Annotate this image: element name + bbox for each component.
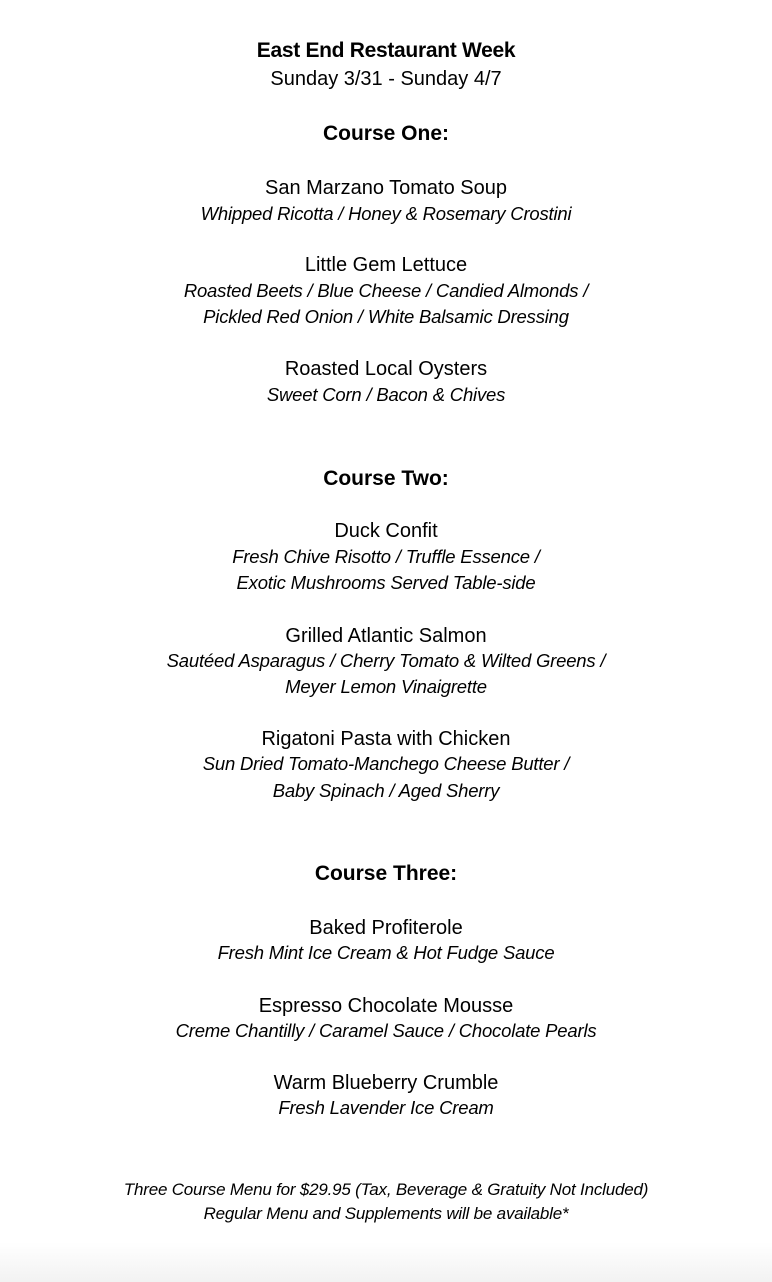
dish-description: Fresh Lavender Ice Cream <box>278 1097 494 1118</box>
dish-name: Espresso Chocolate Mousse <box>258 995 514 1017</box>
dish-description: Creme Chantilly / Caramel Sauce / Chocolate Pearls <box>175 1020 597 1041</box>
menu-dates: Sunday 3/31 - Sunday 4/7 <box>270 68 502 90</box>
dish-name: Duck Confit <box>334 520 438 542</box>
course-two-heading: Course Two: <box>323 467 449 490</box>
dish-name: Warm Blueberry Crumble <box>273 1072 499 1094</box>
dish-name: Baked Profiterole <box>309 917 463 939</box>
dish-name: Little Gem Lettuce <box>304 254 468 276</box>
regular-menu-note: Regular Menu and Supplements will be available* <box>203 1204 569 1223</box>
price-note: Three Course Menu for $29.95 (Tax, Beverage & Gratuity Not Included) <box>123 1180 649 1199</box>
dish-description: Whipped Ricotta / Honey & Rosemary Crostini <box>200 203 572 224</box>
course-one-heading: Course One: <box>322 122 450 145</box>
dish-description: Pickled Red Onion / White Balsamic Dressing <box>203 306 569 327</box>
dish-name: Grilled Atlantic Salmon <box>285 625 487 647</box>
dish-description: Sweet Corn / Bacon & Chives <box>266 384 506 405</box>
dish-name: Roasted Local Oysters <box>284 358 488 380</box>
dish-name: San Marzano Tomato Soup <box>264 177 507 199</box>
dish-description: Roasted Beets / Blue Cheese / Candied Almonds / <box>183 280 589 301</box>
dish-description: Sautéed Asparagus / Cherry Tomato & Wilted Greens / <box>166 650 606 671</box>
dish-description: Sun Dried Tomato-Manchego Cheese Butter / <box>202 753 570 774</box>
dish-description: Exotic Mushrooms Served Table-side <box>236 572 536 593</box>
menu-title: East End Restaurant Week <box>256 39 516 62</box>
dish-description: Fresh Mint Ice Cream & Hot Fudge Sauce <box>217 942 555 963</box>
dish-description: Baby Spinach / Aged Sherry <box>272 780 500 801</box>
bottom-edge-shade <box>0 1242 772 1282</box>
dish-name: Rigatoni Pasta with Chicken <box>261 728 511 750</box>
dish-description: Meyer Lemon Vinaigrette <box>285 676 487 697</box>
dish-description: Fresh Chive Risotto / Truffle Essence / <box>232 546 540 567</box>
course-three-heading: Course Three: <box>314 862 458 885</box>
